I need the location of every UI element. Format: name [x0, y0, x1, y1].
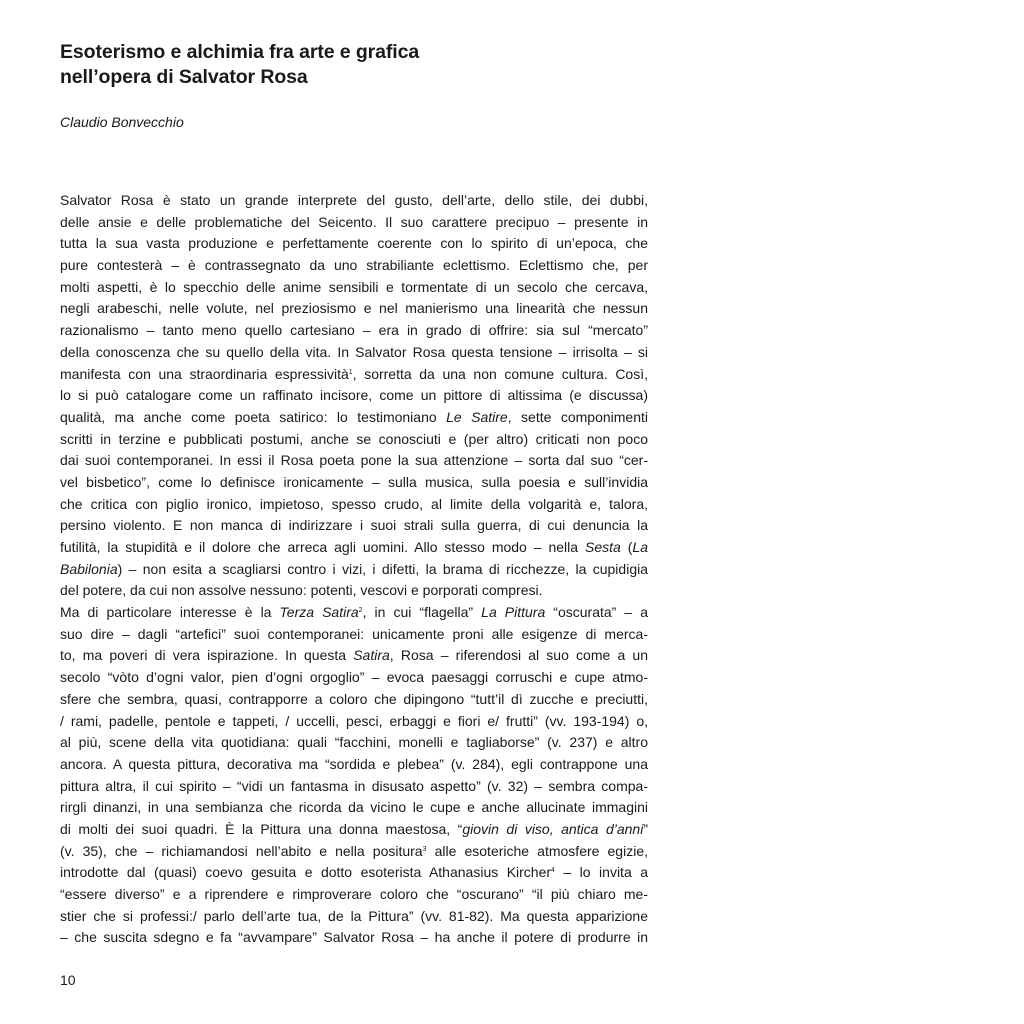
text-segment: tutta la sua vasta produzione e perfettamente coerente con lo spirito di un’epoca, che: [60, 235, 648, 252]
body-text-line: [60, 429, 648, 451]
body-text-line: [60, 819, 648, 841]
text-segment: manifesta con una straordinaria espressività: [60, 365, 349, 382]
text-segment: suo dire – dagli “artefici” suoi contemporanei: unicamente proni alle esigenze di merca-: [60, 625, 648, 642]
body-text-line: [60, 862, 648, 884]
body-text-line: [60, 645, 648, 667]
body-text-line: [60, 797, 648, 819]
text-segment: molti aspetti, è lo specchio delle anime sensibili e tormentate di un secolo che cercava,: [60, 278, 648, 295]
body-text-line: [60, 776, 648, 798]
body-text-line: [60, 407, 648, 429]
text-segment: sfere che sembra, quasi, contrapporre a coloro che dipingono “tutt’il dì zucche e preciutti,: [60, 690, 648, 707]
text-segment: del potere, da cui non assolve nessuno: potenti, vescovi e porporati compresi.: [60, 582, 543, 599]
body-text-line: [60, 320, 648, 342]
italic-text: Babilonia: [60, 560, 118, 577]
text-segment: persino violento. E non manca di indirizzare i suoi strali sulla guerra, di cui denuncia la: [60, 517, 648, 534]
body-text-line: [60, 255, 648, 277]
footnote-ref: 1: [348, 368, 353, 376]
text-segment: – che suscita sdegno e fa “avvampare” Salvator Rosa – ha anche il potere di produrre in: [60, 929, 648, 946]
body-text-line: [60, 277, 648, 299]
text-segment: , sorretta da una non comune cultura. Così,: [352, 365, 648, 382]
body-text-line: [60, 732, 648, 754]
italic-text: Terza Satira: [279, 604, 359, 621]
body-text-line: [60, 472, 648, 494]
text-segment: vel bisbetico”, come lo definisce ironicamente – sulla musica, sulla poesia e sull’invidia: [60, 473, 648, 490]
body-text-line: [60, 385, 648, 407]
body-text-line: [60, 190, 648, 212]
footnote-ref: 4: [551, 867, 555, 875]
body-text-line: [60, 580, 648, 602]
text-segment: al più, scene della vita quotidiana: quali “facchini, monelli e tagliaborse” (v. 237) e altro: [60, 734, 648, 751]
body-text-line: [60, 884, 648, 906]
text-segment: ancora. A questa pittura, decorativa ma “sordida e plebea” (v. 284), egli contrappone una: [60, 755, 648, 772]
article-body: [60, 190, 648, 949]
text-segment: pure contesterà – è contrassegnato da uno strabiliante eclettismo. Eclettismo che, per: [60, 257, 648, 274]
text-segment: che critica con piglio ironico, impietoso, spesso crudo, al limite della volgarità e, talora,: [60, 495, 648, 512]
body-text-line: [60, 689, 648, 711]
body-text-line: [60, 212, 648, 234]
text-segment: (: [620, 539, 633, 555]
footnote-ref: 2: [358, 607, 363, 615]
text-segment: , sette componimenti: [507, 408, 648, 425]
body-text-line: [60, 559, 648, 581]
text-segment: qualità, ma anche come poeta satirico: lo testimoniano: [60, 408, 447, 425]
text-segment: introdotte dal (quasi) coevo gesuita e dotto esoterista Athanasius Kircher: [60, 864, 552, 881]
text-segment: stier che si professi:/ parlo dell’arte tua, de la Pittura” (vv. 81-82). Ma questa apparizione: [60, 907, 648, 924]
body-text-line: [60, 624, 648, 646]
text-segment: di molti dei suoi quadri. È la Pittura una donna maestosa, “: [60, 820, 463, 837]
body-text-line: [60, 602, 648, 624]
text-segment: rirgli dinanzi, in una sembianza che ricorda da vicino le cupe e anche allucinate immagini: [60, 799, 648, 816]
text-segment: Ma di particolare interesse è la: [60, 604, 280, 621]
text-segment: lo si può catalogare come un raffinato incisore, come un pittore di altissima (e discussa): [60, 387, 648, 404]
body-text-line: [60, 298, 648, 320]
text-segment: negli arabeschi, nelle volute, nel preziosismo e nel manierismo una linearità che nessun: [60, 300, 648, 317]
body-text-line: [60, 494, 648, 516]
text-segment: ”: [643, 820, 648, 837]
text-segment: , Rosa – riferendosi al suo come a un: [389, 647, 648, 664]
text-segment: dai suoi contemporanei. In essi il Rosa poeta pone la sua attenzione – sorta dal suo “cer-: [60, 452, 648, 469]
article-author: Claudio Bonvecchio: [60, 114, 184, 130]
text-segment: futilità, la stupidità e il dolore che arreca agli uomini. Allo stesso modo – nella: [60, 539, 585, 555]
italic-text: Satira: [353, 647, 390, 664]
text-segment: to, ma poveri di vera ispirazione. In questa: [60, 647, 354, 664]
body-text-line: [60, 906, 648, 928]
footnote-ref: 3: [422, 845, 427, 853]
body-text-line: [60, 841, 648, 863]
italic-text: La: [632, 539, 648, 555]
text-segment: – lo invita a: [554, 864, 648, 881]
body-text-line: [60, 754, 648, 776]
text-segment: razionalismo – tanto meno quello cartesiano – era in grado di offrire: sia sul “mercato”: [60, 322, 648, 339]
article-title: [60, 40, 660, 90]
article-title-line: Esoterismo e alchimia fra arte e grafica: [60, 41, 420, 63]
italic-text: La Pittura: [481, 604, 546, 621]
article-title-line: nell’opera di Salvator Rosa: [60, 66, 308, 88]
italic-text: giovin di viso, antica d’anni: [462, 820, 644, 837]
text-segment: scritti in terzine e pubblicati postumi, anche se conosciuti e (per altro) criticati non poco: [60, 430, 648, 447]
body-text-line: [60, 667, 648, 689]
body-text-line: [60, 711, 648, 733]
body-text-line: [60, 233, 648, 255]
text-segment: (v. 35), che – richiamandosi nell’abito e nella positura: [60, 842, 423, 859]
text-segment: della conoscenza che su quello della vita. In Salvator Rosa questa tensione – irrisolta – si: [60, 343, 648, 360]
text-segment: secolo “vòto d’ogni valor, pien d’ogni orgoglio” – evoca paesaggi corruschi e cupe atmo-: [60, 669, 648, 686]
body-text-line: [60, 515, 648, 537]
body-text-line: [60, 342, 648, 364]
italic-text: Le Satire: [446, 408, 508, 425]
body-text-line: [60, 450, 648, 472]
body-text-line: [60, 364, 648, 386]
italic-text: Sesta: [585, 539, 621, 555]
text-segment: alle esoteriche atmosfere egizie,: [426, 842, 648, 859]
text-segment: delle ansie e delle problematiche del Seicento. Il suo carattere precipuo – presente in: [60, 213, 648, 230]
text-segment: Salvator Rosa è stato un grande interprete del gusto, dell’arte, dello stile, dei dubbi,: [60, 192, 648, 208]
text-segment: pittura altra, il cui spirito – “vidi un fantasma in disusato aspetto” (v. 32) – sembra compa-: [60, 777, 648, 794]
text-segment: , in cui “flagella”: [362, 604, 482, 621]
text-segment: “essere diverso” e a riprendere e rimproverare coloro che “oscurano” “il più chiaro me-: [60, 886, 648, 902]
body-text-line: [60, 927, 648, 949]
text-segment: “oscurata” – a: [545, 604, 648, 621]
text-segment: / rami, padelle, pentole e tappeti, / uccelli, pesci, erbaggi e fiori e/ frutti” (vv. 193-194) o,: [60, 712, 648, 729]
page-number: 10: [60, 972, 76, 988]
body-text-line: [60, 537, 648, 559]
text-segment: ) – non esita a scagliarsi contro i vizi, i difetti, la brama di ricchezze, la cupidigia: [117, 560, 648, 577]
